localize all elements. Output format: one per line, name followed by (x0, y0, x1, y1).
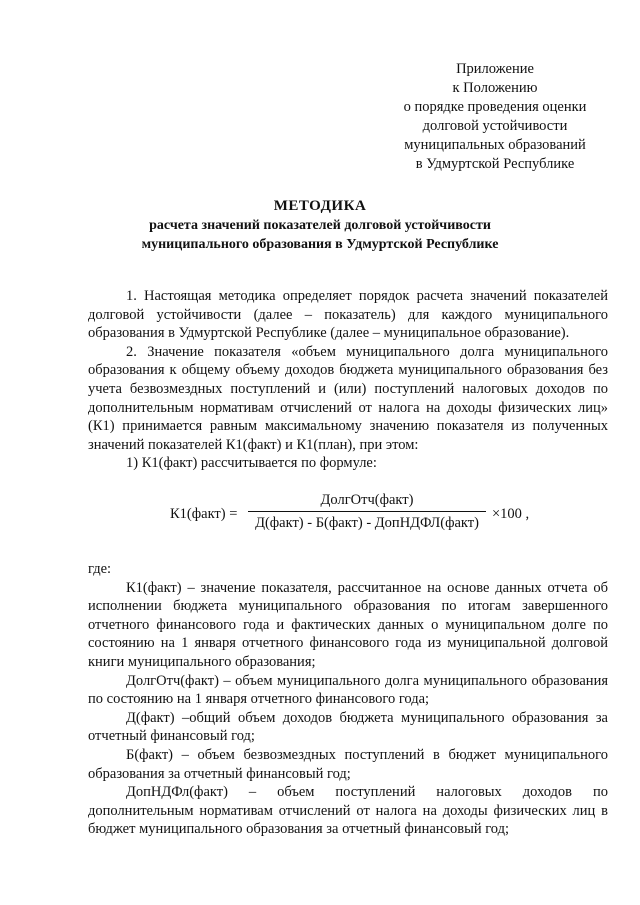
formula-multiplier: ×100 , (492, 506, 530, 522)
appendix-line: в Удмуртской Республике (415, 156, 575, 172)
appendix-line: к Положению (452, 80, 538, 96)
intro-section (88, 287, 608, 473)
appendix-line: о порядке проведения оценки (403, 99, 587, 115)
definition-item: ДолгОтч(факт) – объем муниципального долга муниципального образования по состоянию на 1 января отчетного финансового года; (88, 672, 608, 708)
appendix-line: Приложение (456, 61, 534, 77)
paragraph-1: 1. Настоящая методика определяет порядок расчета значений показателей долговой устойчивости (далее – показатель) для каждого муниципального образования в Удмуртской Республике (далее – муниципальное образование). (88, 288, 608, 342)
formula-k1-fact (170, 492, 610, 544)
definition-item: Б(факт) – объем безвозмездных поступлений в бюджет муниципального образования за отчетный финансовый год; (88, 746, 608, 782)
definition-item: К1(факт) – значение показателя, рассчитанное на основе данных отчета об исполнении бюджета муниципального образования по итогам завершенного отчетного финансового года и фактических данных о муниципальном долге по состоянию на 1 января отчетного финансового года из муниципальной долговой книги муниципального образования; (88, 579, 608, 670)
definitions-section (88, 560, 608, 839)
formula-denominator: Д(факт) - Б(факт) - ДопНДФЛ(факт) (255, 515, 479, 531)
paragraph-3: 1) К1(факт) рассчитывается по формуле: (126, 455, 377, 472)
document-subtitle-line: муниципального образования в Удмуртской Республике (141, 237, 499, 252)
appendix-line: муниципальных образований (404, 137, 586, 153)
formula-numerator: ДолгОтч(факт) (320, 492, 414, 508)
title-block (60, 196, 580, 254)
where-label: где: (88, 561, 112, 577)
document-title: МЕТОДИКА (273, 198, 367, 214)
formula-fraction (248, 492, 486, 532)
document-subtitle-line: расчета значений показателей долговой устойчивости (149, 218, 491, 233)
paragraph-2: 2. Значение показателя «объем муниципального долга муниципального образования к общему объему доходов бюджета муниципального образования без учета безвозмездных поступлений и (или) поступлений налоговых доходов по дополнительным нормативам отчислений от налога на доходы физических лиц» (К1) принимается равным максимальному значению показателя из полученных значений показателей К1(факт) и К1(план), при этом: (88, 343, 608, 453)
appendix-header (380, 60, 610, 174)
definition-item: ДопНДФл(факт) – объем поступлений налоговых доходов по дополнительным нормативам отчислений от налога на доходы физических лиц в бюджет муниципального образования за отчетный финансовый год; (88, 784, 608, 838)
definition-item: Д(факт) –общий объем доходов бюджета муниципального образования за отчетный финансовый год; (88, 709, 608, 745)
formula-lhs: К1(факт) = (170, 506, 238, 522)
appendix-line: долговой устойчивости (422, 118, 568, 134)
